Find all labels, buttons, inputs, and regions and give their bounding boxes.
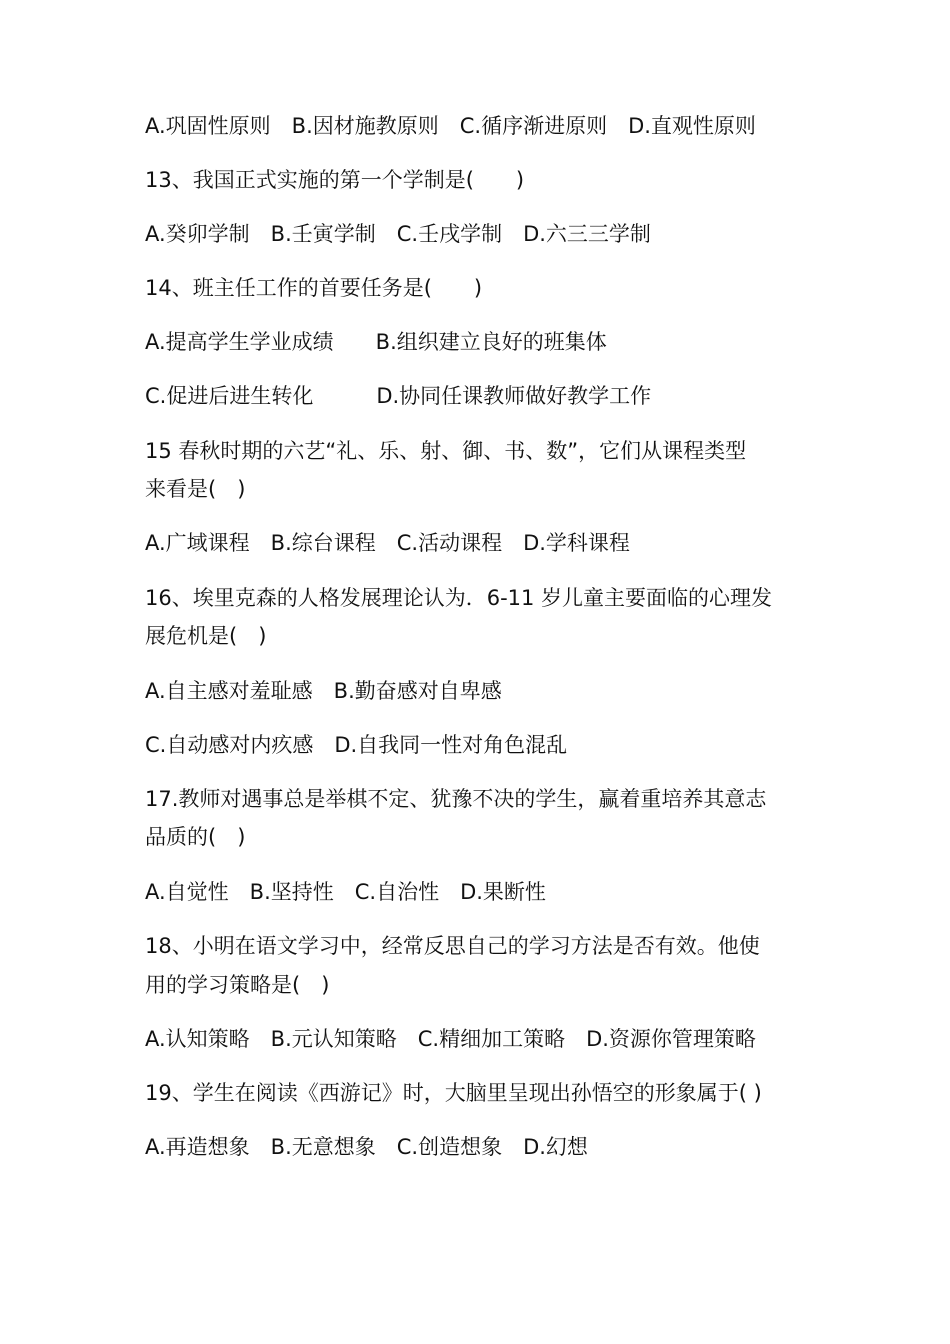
options-q12: A.巩固性原则 B.因材施教原则 C.循序渐进原则 D.直观性原则 bbox=[145, 114, 756, 138]
question-17-line2: 品质的( ) bbox=[145, 825, 246, 849]
options-q18: A.认知策略 B.元认知策略 C.精细加工策略 D.资源你管理策略 bbox=[145, 1027, 756, 1051]
question-18-line2: 用的学习策略是( ) bbox=[145, 973, 330, 997]
question-16-line1: 16、埃里克森的人格发展理论认为．6-11 岁儿童主要面临的心理发 bbox=[145, 586, 773, 610]
options-q15: A.广域课程 B.综台课程 C.活动课程 D.学科课程 bbox=[145, 531, 630, 555]
question-19: 19、学生在阅读《西游记》时，大脑里呈现出孙悟空的形象属于( ) bbox=[145, 1081, 762, 1105]
question-18-line1: 18、小明在语文学习中，经常反思自己的学习方法是否有效。他使 bbox=[145, 934, 760, 958]
question-15-line1: 15 春秋时期的六艺“礼、乐、射、御、书、数”，它们从课程类型 bbox=[145, 439, 747, 463]
options-q13: A.癸卯学制 B.壬寅学制 C.壬戌学制 D.六三三学制 bbox=[145, 222, 651, 246]
question-16-line2: 展危机是( ) bbox=[145, 624, 267, 648]
options-q14-line1: A.提高学生学业成绩 B.组织建立良好的班集体 bbox=[145, 330, 607, 354]
question-17-line1: 17.教师对遇事总是举棋不定、犹豫不决的学生，赢着重培养其意志 bbox=[145, 787, 767, 811]
question-15-line2: 来看是( ) bbox=[145, 477, 246, 501]
options-q14-line2: C.促进后进生转化 D.协同任课教师做好教学工作 bbox=[145, 384, 652, 408]
options-q16-line1: A.自主感对羞耻感 B.勤奋感对自卑感 bbox=[145, 679, 502, 703]
options-q19: A.再造想象 B.无意想象 C.创造想象 D.幻想 bbox=[145, 1135, 588, 1159]
question-13: 13、我国正式实施的第一个学制是( ) bbox=[145, 168, 525, 192]
options-q17: A.自觉性 B.坚持性 C.自治性 D.果断性 bbox=[145, 880, 546, 904]
question-14: 14、班主任工作的首要任务是( ) bbox=[145, 276, 483, 300]
options-q16-line2: C.自动感对内疚感 D.自我同一性对角色混乱 bbox=[145, 733, 568, 757]
